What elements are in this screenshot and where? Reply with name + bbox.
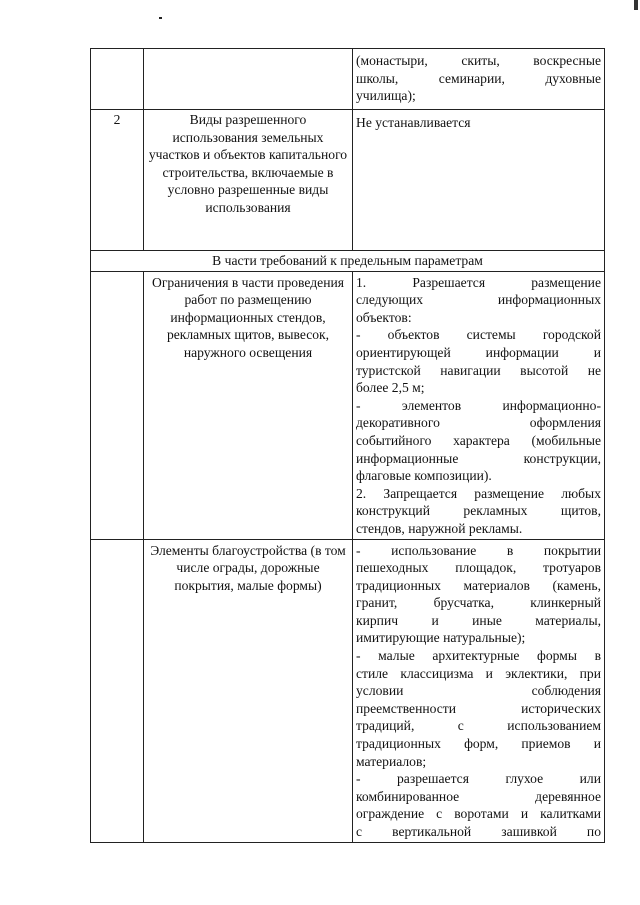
text-line: флаговые композиции). (356, 468, 492, 484)
text-line: имитирующие натуральные); (356, 630, 526, 646)
row-category (144, 49, 353, 110)
section-title: В части требований к предельным параметрам (91, 251, 605, 272)
text-line: стендов, наружной рекламы. (356, 520, 523, 536)
text-line: стиле классицизма и эклектики, при (356, 665, 601, 681)
text-line: конструкций рекламных щитов, (356, 503, 601, 519)
row-requirement (353, 271, 605, 539)
text-line: кирпич и иные материалы, (356, 612, 601, 628)
text-line: условии соблюдения (356, 683, 601, 699)
text-line: традиционных форм, приемов и (356, 736, 601, 752)
text-line: - разрешается глухое или (356, 771, 601, 787)
text-line: событийного характера (мобильные (356, 432, 601, 448)
row-category: Виды разрешенного использования земельных участков и объектов капитального строительства, включаемые в условно разрешенные виды использования (144, 110, 353, 251)
text-line: - использование в покрытии (356, 542, 601, 558)
text-line: - объектов системы городской (356, 327, 601, 343)
text-line: училища); (356, 88, 416, 104)
text-line: пешеходных площадок, тротуаров (356, 560, 601, 576)
text-line: более 2,5 м; (356, 380, 425, 396)
regulations-table (90, 48, 605, 843)
scan-dot (159, 17, 162, 19)
row-category: Ограничения в части проведения работ по размещению информационных стендов, рекламных щитов, вывесок, наружного освещения (144, 271, 353, 539)
text-line: школы, семинарии, духовные (356, 70, 601, 86)
row-requirement (353, 539, 605, 842)
text-line: Не устанавливается (356, 115, 471, 130)
text-line: ограждение с воротами и калитками (356, 806, 601, 822)
text-line: - малые архитектурные формы в (356, 648, 601, 664)
text-line: информационные конструкции, (356, 450, 601, 466)
table-row (91, 49, 605, 110)
text-line: следующих информационных (356, 292, 601, 308)
section-row (91, 251, 605, 272)
text-line: (монастыри, скиты, воскресные (356, 53, 601, 68)
text-line: объектов: (356, 309, 412, 325)
text-line: традиций, с использованием (356, 718, 601, 734)
row-requirement (353, 110, 605, 251)
row-number: 2 (91, 110, 144, 251)
table-row (91, 110, 605, 251)
row-number (91, 539, 144, 842)
text-line: - элементов информационно- (356, 397, 601, 413)
text-line: материалов; (356, 753, 427, 769)
text-line: с вертикальной зашивкой по (356, 824, 601, 839)
text-line: ориентирующей информации и (356, 344, 601, 360)
text-line: гранит, брусчатка, клинкерный (356, 595, 601, 611)
text-line: 1. Разрешается размещение (356, 274, 601, 290)
text-line: традиционных материалов (камень, (356, 577, 601, 593)
row-category: Элементы благоустройства (в том числе ограды, дорожные покрытия, малые формы) (144, 539, 353, 842)
row-number (91, 271, 144, 539)
text-line: комбинированное деревянное (356, 788, 601, 804)
text-line: преемственности исторических (356, 700, 601, 716)
text-line: туристской навигации высотой не (356, 362, 601, 378)
text-line: декоративного оформления (356, 415, 601, 431)
table-row (91, 539, 605, 842)
row-requirement (353, 49, 605, 110)
row-number (91, 49, 144, 110)
scan-edge-mark (634, 0, 638, 10)
table-row (91, 271, 605, 539)
text-line: 2. Запрещается размещение любых (356, 485, 601, 501)
